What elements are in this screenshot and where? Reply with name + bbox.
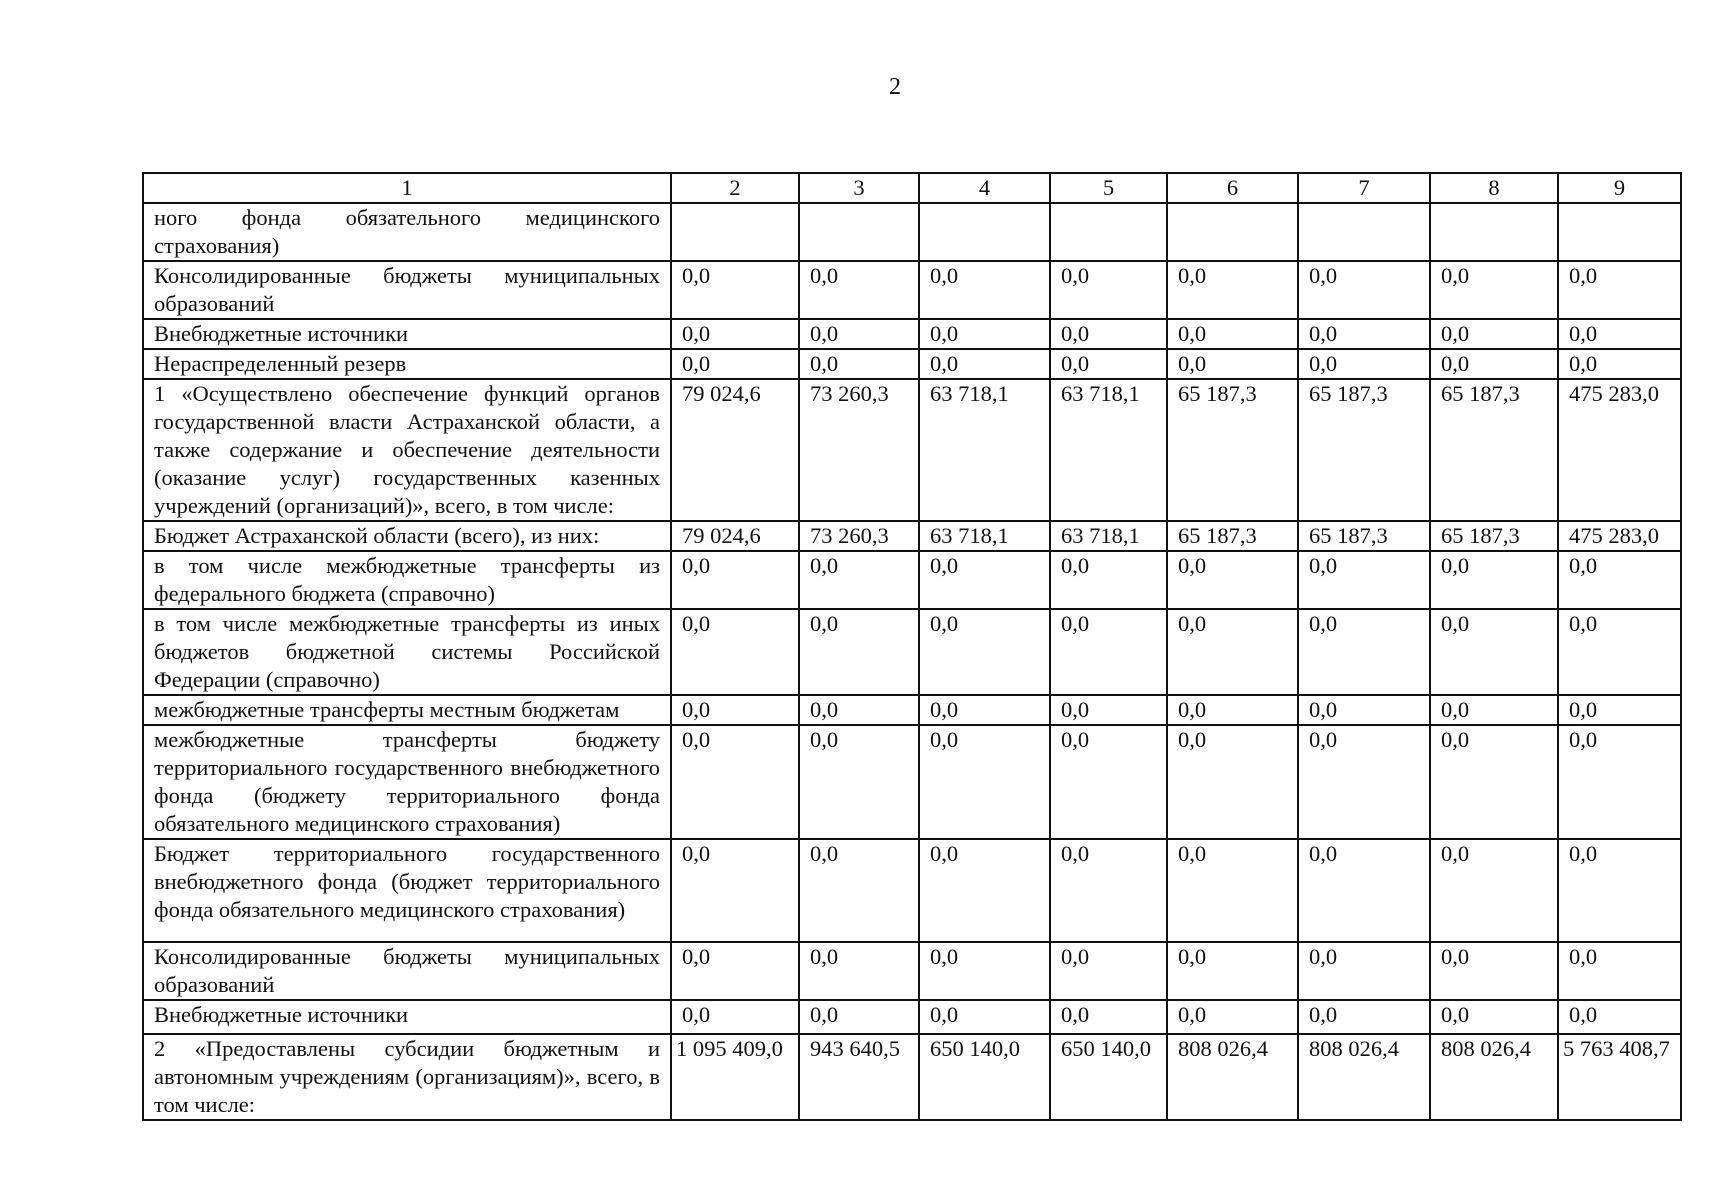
value-cell [1430, 203, 1558, 261]
value-cell [1298, 203, 1430, 261]
value-cell: 0,0 [1298, 551, 1430, 609]
value-cell: 0,0 [1167, 942, 1298, 1000]
row-label: Внебюджетные источники [143, 319, 671, 349]
column-header: 7 [1298, 173, 1430, 203]
table-header [143, 173, 1681, 203]
value-cell: 79 024,6 [671, 521, 799, 551]
value-cell: 79 024,6 [671, 379, 799, 521]
value-cell: 0,0 [671, 551, 799, 609]
value-cell: 0,0 [1558, 725, 1681, 839]
value-cell: 0,0 [671, 609, 799, 695]
value-cell [799, 203, 919, 261]
page-number: 2 [889, 74, 901, 100]
value-cell: 0,0 [1430, 839, 1558, 942]
value-cell: 0,0 [1558, 319, 1681, 349]
value-cell: 0,0 [1558, 609, 1681, 695]
value-cell: 0,0 [799, 1000, 919, 1034]
table-row [143, 942, 1681, 1000]
value-cell: 0,0 [799, 839, 919, 942]
table-row [143, 1034, 1681, 1120]
value-cell: 0,0 [1167, 261, 1298, 319]
value-cell: 0,0 [1430, 1000, 1558, 1034]
column-header: 2 [671, 173, 799, 203]
value-cell: 5 763 408,7 [1558, 1034, 1681, 1120]
value-cell: 0,0 [799, 609, 919, 695]
value-cell: 0,0 [1298, 942, 1430, 1000]
value-cell: 0,0 [1430, 319, 1558, 349]
value-cell: 0,0 [1430, 349, 1558, 379]
value-cell: 0,0 [671, 839, 799, 942]
value-cell: 0,0 [1050, 609, 1167, 695]
row-label: Внебюджетные источники [143, 1000, 671, 1034]
row-label: в том числе межбюджетные трансферты из федерального бюджета (справочно) [143, 551, 671, 609]
column-header: 4 [919, 173, 1050, 203]
header-row [143, 173, 1681, 203]
value-cell: 0,0 [919, 261, 1050, 319]
value-cell: 63 718,1 [919, 379, 1050, 521]
value-cell: 0,0 [799, 942, 919, 1000]
value-cell: 0,0 [799, 319, 919, 349]
value-cell: 0,0 [1558, 839, 1681, 942]
value-cell: 0,0 [1298, 609, 1430, 695]
value-cell: 0,0 [919, 942, 1050, 1000]
row-label: межбюджетные трансферты бюджету территориального государственного внебюджетного фонда (бюджету территориального фонда обязательного медицинского страхования) [143, 725, 671, 839]
value-cell: 0,0 [671, 319, 799, 349]
value-cell: 0,0 [799, 725, 919, 839]
value-cell: 0,0 [1167, 725, 1298, 839]
value-cell: 0,0 [1298, 1000, 1430, 1034]
row-label: в том числе межбюджетные трансферты из иных бюджетов бюджетной системы Российской Федерации (справочно) [143, 609, 671, 695]
value-cell: 0,0 [1050, 1000, 1167, 1034]
value-cell: 0,0 [1298, 261, 1430, 319]
row-label: Консолидированные бюджеты муниципальных образований [143, 942, 671, 1000]
value-cell: 0,0 [671, 695, 799, 725]
value-cell: 0,0 [1167, 551, 1298, 609]
value-cell: 650 140,0 [919, 1034, 1050, 1120]
row-label: Бюджет Астраханской области (всего), из них: [143, 521, 671, 551]
value-cell: 0,0 [1050, 695, 1167, 725]
value-cell: 0,0 [919, 319, 1050, 349]
value-cell: 0,0 [1050, 551, 1167, 609]
column-header: 5 [1050, 173, 1167, 203]
column-header: 9 [1558, 173, 1681, 203]
value-cell: 65 187,3 [1167, 521, 1298, 551]
table-body [143, 203, 1681, 1120]
value-cell: 0,0 [1430, 551, 1558, 609]
value-cell: 0,0 [671, 725, 799, 839]
value-cell: 65 187,3 [1298, 379, 1430, 521]
value-cell: 65 187,3 [1430, 521, 1558, 551]
value-cell: 63 718,1 [1050, 521, 1167, 551]
row-label: 1 «Осуществлено обеспечение функций органов государственной власти Астраханской области, а также содержание и обеспечение деятельности (оказание услуг) государственных казенных учреждений (организаций)», всего, в том числе: [143, 379, 671, 521]
value-cell: 0,0 [919, 551, 1050, 609]
row-label: Консолидированные бюджеты муниципальных образований [143, 261, 671, 319]
column-header: 1 [143, 173, 671, 203]
table-row [143, 695, 1681, 725]
value-cell: 0,0 [1298, 695, 1430, 725]
value-cell: 0,0 [1430, 261, 1558, 319]
value-cell: 0,0 [1298, 725, 1430, 839]
value-cell: 0,0 [1430, 695, 1558, 725]
row-label: ного фонда обязательного медицинского страхования) [143, 203, 671, 261]
value-cell: 0,0 [919, 609, 1050, 695]
value-cell: 1 095 409,0 [671, 1034, 799, 1120]
value-cell: 808 026,4 [1298, 1034, 1430, 1120]
value-cell: 0,0 [1298, 839, 1430, 942]
value-cell: 0,0 [1430, 609, 1558, 695]
row-label: 2 «Предоставлены субсидии бюджетным и автономным учреждениям (организациям)», всего, в том числе: [143, 1034, 671, 1120]
value-cell: 0,0 [1050, 725, 1167, 839]
value-cell: 0,0 [1050, 942, 1167, 1000]
value-cell: 808 026,4 [1430, 1034, 1558, 1120]
value-cell: 0,0 [671, 1000, 799, 1034]
value-cell [1050, 203, 1167, 261]
value-cell: 0,0 [919, 1000, 1050, 1034]
value-cell [671, 203, 799, 261]
value-cell: 0,0 [1167, 349, 1298, 379]
value-cell [1558, 203, 1681, 261]
table-row [143, 349, 1681, 379]
row-label: Нераспределенный резерв [143, 349, 671, 379]
value-cell [1167, 203, 1298, 261]
value-cell: 65 187,3 [1298, 521, 1430, 551]
value-cell: 0,0 [799, 349, 919, 379]
value-cell: 0,0 [799, 261, 919, 319]
value-cell: 63 718,1 [1050, 379, 1167, 521]
value-cell: 0,0 [1558, 349, 1681, 379]
value-cell: 0,0 [1558, 942, 1681, 1000]
value-cell: 0,0 [671, 261, 799, 319]
table-row [143, 1000, 1681, 1034]
value-cell: 0,0 [1050, 839, 1167, 942]
value-cell: 73 260,3 [799, 521, 919, 551]
value-cell: 0,0 [1167, 609, 1298, 695]
value-cell: 0,0 [1430, 725, 1558, 839]
table-row [143, 839, 1681, 942]
value-cell: 0,0 [1430, 942, 1558, 1000]
value-cell: 0,0 [1167, 695, 1298, 725]
value-cell: 0,0 [1167, 319, 1298, 349]
value-cell: 475 283,0 [1558, 521, 1681, 551]
table-row [143, 261, 1681, 319]
value-cell: 0,0 [799, 695, 919, 725]
row-label: межбюджетные трансферты местным бюджетам [143, 695, 671, 725]
value-cell: 0,0 [799, 551, 919, 609]
value-cell: 63 718,1 [919, 521, 1050, 551]
value-cell: 0,0 [919, 695, 1050, 725]
value-cell: 0,0 [1167, 1000, 1298, 1034]
value-cell: 0,0 [671, 942, 799, 1000]
table-row [143, 551, 1681, 609]
value-cell: 0,0 [1558, 1000, 1681, 1034]
value-cell: 0,0 [1558, 261, 1681, 319]
value-cell: 0,0 [1167, 839, 1298, 942]
value-cell: 0,0 [1298, 349, 1430, 379]
value-cell: 65 187,3 [1167, 379, 1298, 521]
value-cell: 0,0 [1558, 695, 1681, 725]
column-header: 8 [1430, 173, 1558, 203]
value-cell: 0,0 [1050, 349, 1167, 379]
table-row [143, 521, 1681, 551]
value-cell: 0,0 [1298, 319, 1430, 349]
table-row [143, 609, 1681, 695]
table-row [143, 319, 1681, 349]
value-cell: 650 140,0 [1050, 1034, 1167, 1120]
value-cell: 475 283,0 [1558, 379, 1681, 521]
value-cell: 808 026,4 [1167, 1034, 1298, 1120]
budget-table [142, 172, 1682, 1121]
table-row [143, 203, 1681, 261]
value-cell: 65 187,3 [1430, 379, 1558, 521]
value-cell: 0,0 [671, 349, 799, 379]
value-cell: 0,0 [919, 349, 1050, 379]
value-cell: 0,0 [1050, 261, 1167, 319]
column-header: 6 [1167, 173, 1298, 203]
table-row [143, 379, 1681, 521]
table-row [143, 725, 1681, 839]
value-cell: 73 260,3 [799, 379, 919, 521]
column-header: 3 [799, 173, 919, 203]
value-cell: 0,0 [1558, 551, 1681, 609]
value-cell: 943 640,5 [799, 1034, 919, 1120]
row-label: Бюджет территориального государственного внебюджетного фонда (бюджет территориального фонда обязательного медицинского страхования) [143, 839, 671, 942]
value-cell: 0,0 [919, 725, 1050, 839]
value-cell: 0,0 [919, 839, 1050, 942]
value-cell: 0,0 [1050, 319, 1167, 349]
value-cell [919, 203, 1050, 261]
